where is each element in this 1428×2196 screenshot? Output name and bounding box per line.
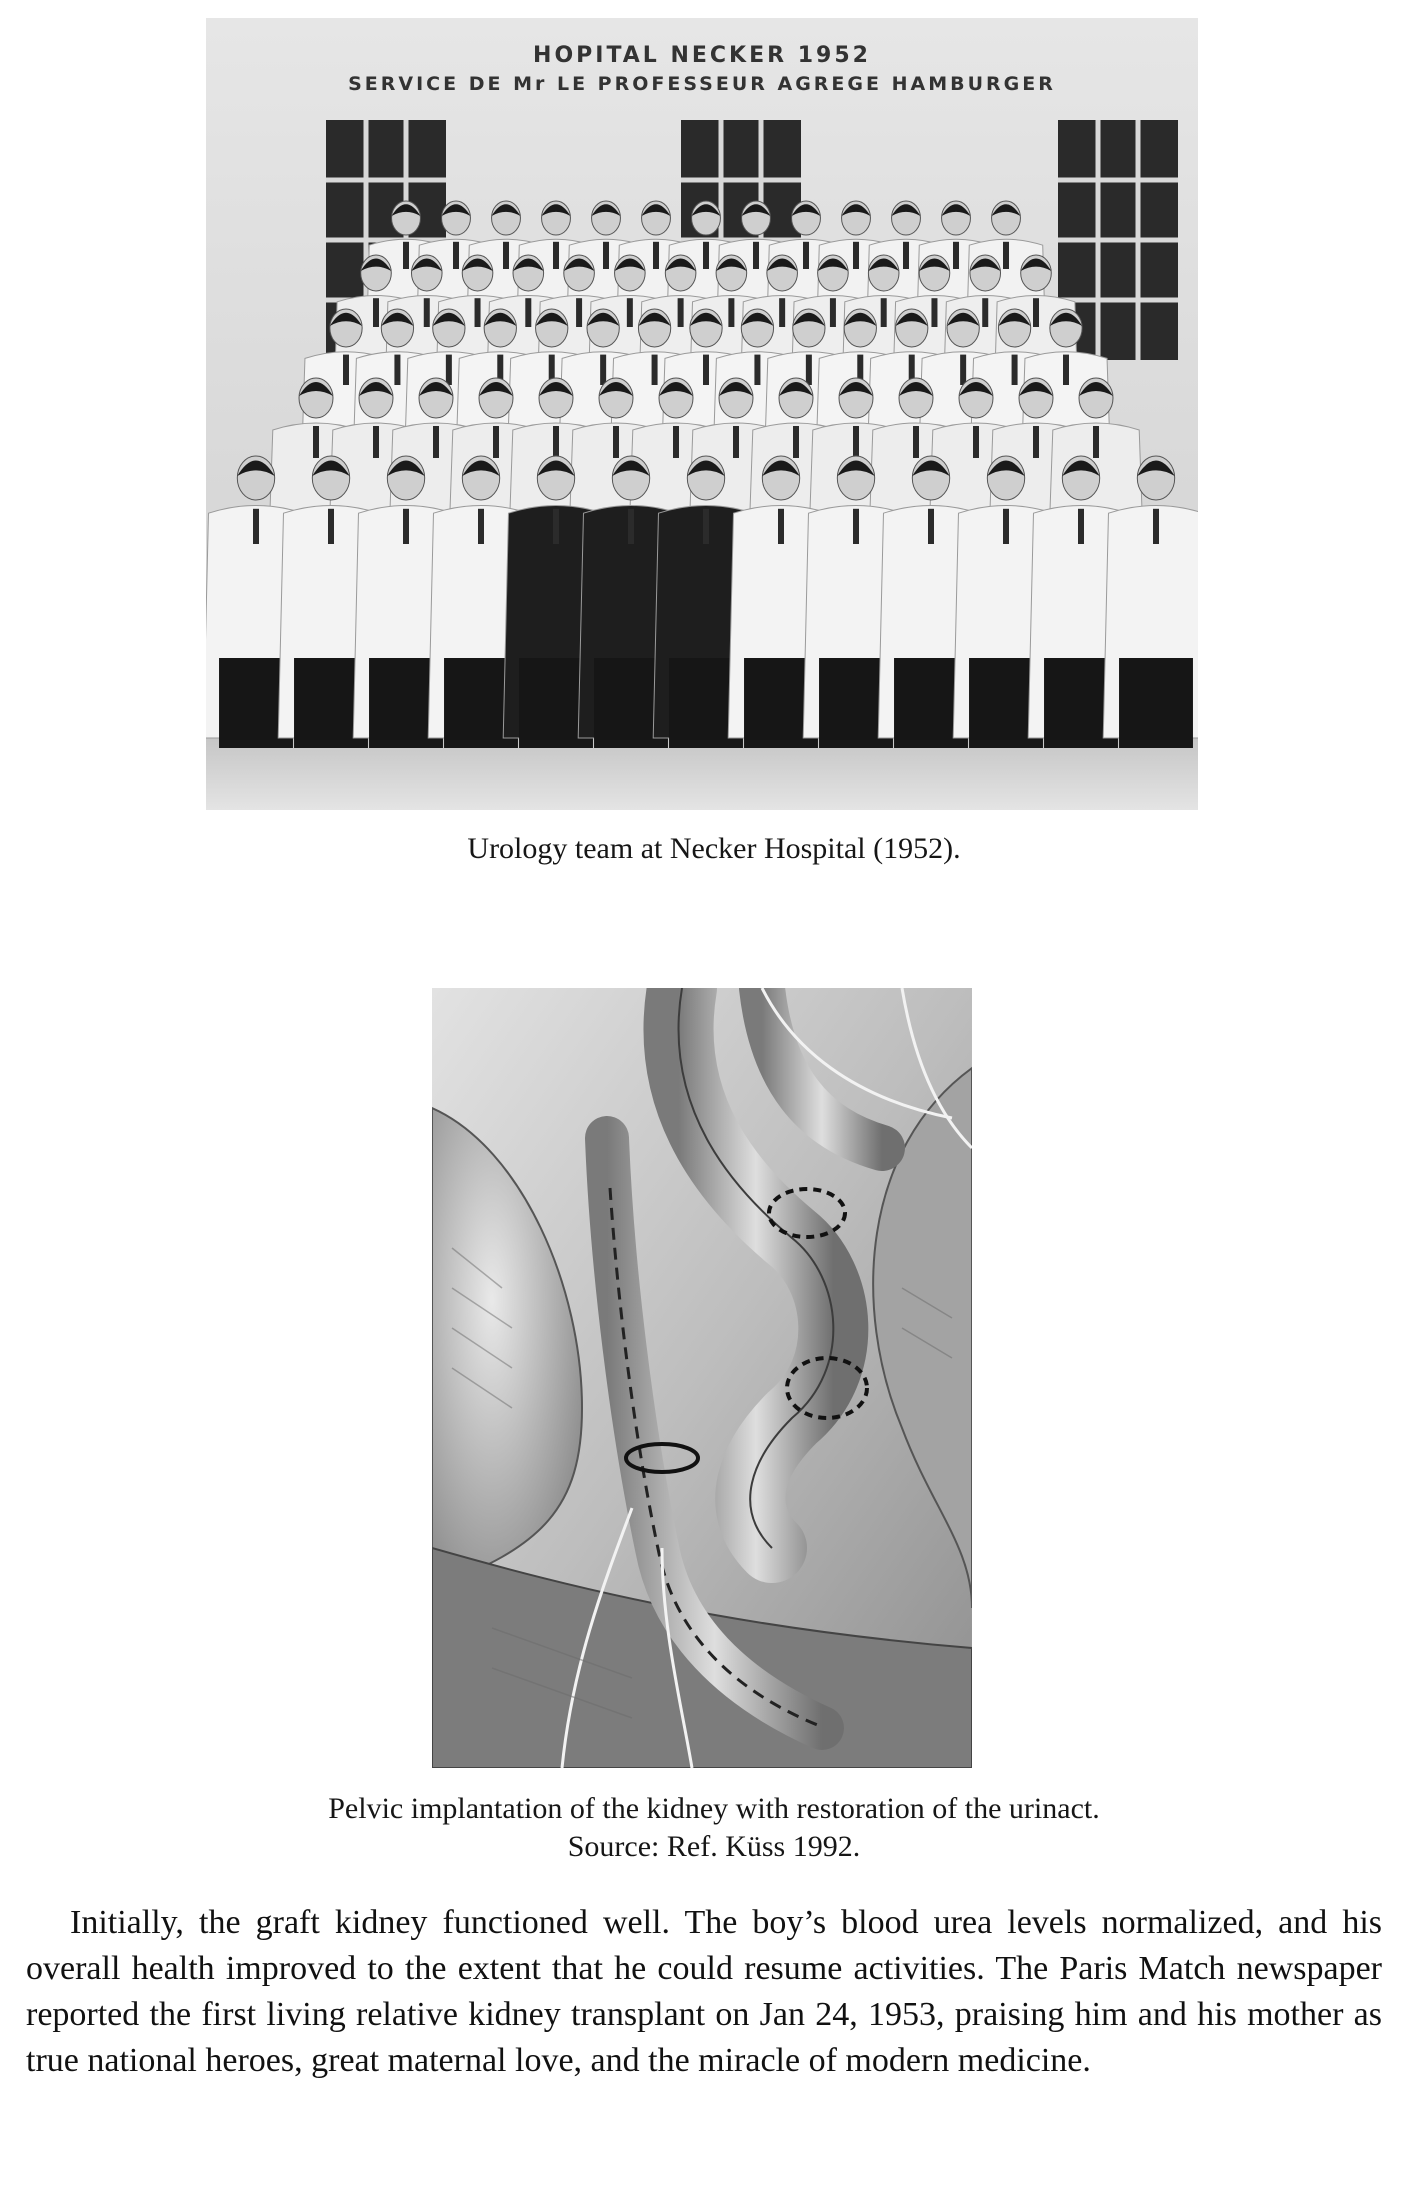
person-tie bbox=[603, 242, 609, 269]
person-tie bbox=[403, 509, 409, 544]
person-tie bbox=[403, 242, 409, 269]
surgical-illustration-image bbox=[432, 988, 972, 1768]
person-tie bbox=[627, 298, 633, 327]
illustration-source: Source: Ref. Küss 1992. bbox=[567, 1830, 861, 1863]
person-tie bbox=[853, 509, 859, 544]
sign-line-1: HOPITAL NECKER 1952 bbox=[533, 43, 871, 68]
person-tie bbox=[953, 242, 959, 269]
person-tie bbox=[881, 298, 887, 327]
person-tie bbox=[778, 509, 784, 544]
person-tie bbox=[576, 298, 582, 327]
person-tie bbox=[1033, 298, 1039, 327]
body-text bbox=[26, 1900, 1382, 2084]
person-tie bbox=[973, 426, 979, 458]
person-tie bbox=[830, 298, 836, 327]
surgical-illustration bbox=[432, 988, 972, 1768]
person-tie bbox=[373, 298, 379, 327]
illustration-caption: Pelvic implantation of the kidney with restoration of the urinact. bbox=[328, 1792, 1100, 1825]
person-tie bbox=[493, 426, 499, 458]
person-tie bbox=[703, 242, 709, 269]
person-tie bbox=[628, 509, 634, 544]
person-tie bbox=[779, 298, 785, 327]
person-tie bbox=[478, 509, 484, 544]
person-tie bbox=[803, 242, 809, 269]
person-tie bbox=[753, 242, 759, 269]
person-tie bbox=[553, 242, 559, 269]
person-tie bbox=[373, 426, 379, 458]
person-tie bbox=[446, 355, 452, 385]
person-tie bbox=[733, 426, 739, 458]
person-tie bbox=[853, 242, 859, 269]
person-tie bbox=[253, 509, 259, 544]
person-tie bbox=[853, 426, 859, 458]
person-tie bbox=[1003, 509, 1009, 544]
team-photo bbox=[206, 18, 1198, 810]
person-tie bbox=[931, 298, 937, 327]
person-tie bbox=[553, 426, 559, 458]
person-tie bbox=[503, 242, 509, 269]
person-tie bbox=[613, 426, 619, 458]
person-tie bbox=[903, 242, 909, 269]
person-tie bbox=[982, 298, 988, 327]
person-tie bbox=[475, 298, 481, 327]
person-tie bbox=[678, 298, 684, 327]
person-tie bbox=[703, 509, 709, 544]
person-tie bbox=[1033, 426, 1039, 458]
person-tie bbox=[328, 509, 334, 544]
person-tie bbox=[1093, 426, 1099, 458]
person-tie bbox=[1063, 355, 1069, 385]
person-tie bbox=[928, 509, 934, 544]
person-tie bbox=[703, 355, 709, 385]
person-tie bbox=[913, 426, 919, 458]
person-tie bbox=[600, 355, 606, 385]
person-tie bbox=[1078, 509, 1084, 544]
person-tie bbox=[806, 355, 812, 385]
person-tie bbox=[343, 355, 349, 385]
person-tie bbox=[653, 242, 659, 269]
person-tie bbox=[553, 509, 559, 544]
person-tie bbox=[652, 355, 658, 385]
body-paragraph: Initially, the graft kidney functioned well. The boy’s blood urea levels normalized, and his overall health improved to the extent that he could resume activities. The Paris Match newspaper reported the first living relative kidney transplant on Jan 24, 1953, praising him and his mother as true national heroes, great maternal love, and the miracle of modern medicine. bbox=[26, 1904, 1382, 2079]
photo-caption: Urology team at Necker Hospital (1952). bbox=[467, 832, 961, 865]
person-tie bbox=[1003, 242, 1009, 269]
person-tie bbox=[728, 298, 734, 327]
person-tie bbox=[424, 298, 430, 327]
person-tie bbox=[433, 426, 439, 458]
person-legs bbox=[1119, 658, 1193, 748]
sign-line-2: SERVICE DE Mr LE PROFESSEUR AGREGE HAMBURGER bbox=[348, 73, 1056, 95]
person-tie bbox=[453, 242, 459, 269]
person-tie bbox=[673, 426, 679, 458]
person-tie bbox=[793, 426, 799, 458]
person-tie bbox=[754, 355, 760, 385]
person-tie bbox=[313, 426, 319, 458]
person-tie bbox=[1012, 355, 1018, 385]
person-tie bbox=[1153, 509, 1159, 544]
person-tie bbox=[960, 355, 966, 385]
person-tie bbox=[525, 298, 531, 327]
person-tie bbox=[394, 355, 400, 385]
team-photo-image bbox=[206, 18, 1198, 810]
